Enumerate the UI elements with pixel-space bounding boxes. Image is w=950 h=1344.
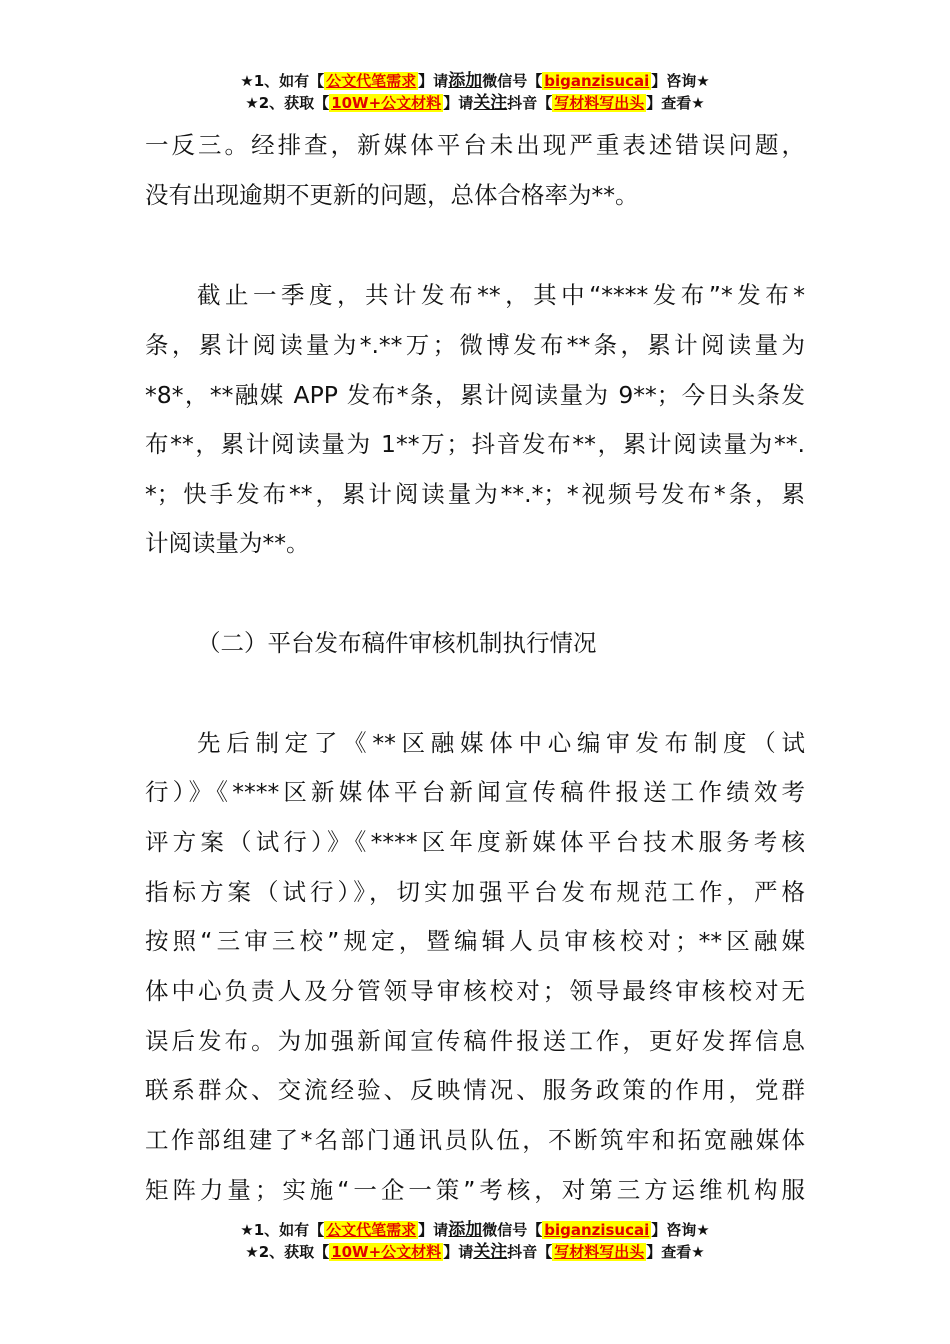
text-line: 先后制定了《**区融媒体中心编审发布制度（试 xyxy=(197,729,805,757)
text-line: 计阅读量为**。 xyxy=(145,529,310,557)
text-line: 按照“三审三校”规定，暨编辑人员审核校对；**区融媒 xyxy=(145,927,805,955)
text-line: 工作部组建了*名部门通讯员队伍，不断筑牢和拓宽融媒体 xyxy=(145,1126,805,1154)
footer-banner xyxy=(0,1219,950,1263)
banner-line-2: ★2、获取【 10W+公文材料 】请关注抖音【 写材料写出头 】查看★ xyxy=(245,93,705,113)
text-line: 误后发布。为加强新闻宣传稿件报送工作，更好发挥信息 xyxy=(145,1027,805,1055)
text-line: 评方案（试行）》《****区年度新媒体平台技术服务考核 xyxy=(145,828,805,856)
text-line: 截止一季度，共计发布**，其中“****发布”*发布* xyxy=(197,281,805,309)
text-line: （二）平台发布稿件审核机制执行情况 xyxy=(197,629,597,657)
text-line: 矩阵力量；实施“一企一策”考核，对第三方运维机构服 xyxy=(145,1176,805,1204)
text-line: 行）》《****区新媒体平台新闻宣传稿件报送工作绩效考 xyxy=(145,778,805,806)
text-line: 指标方案（试行）》，切实加强平台发布规范工作，严格 xyxy=(145,878,805,906)
text-line: 没有出现逾期不更新的问题，总体合格率为**。 xyxy=(145,181,639,209)
banner-line-1: ★1、如有【 公文代笔需求 】请添加微信号【 biganzisucai 】咨询★ xyxy=(240,1220,710,1240)
text-line: 布**，累计阅读量为 1**万；抖音发布**，累计阅读量为**. xyxy=(145,430,805,458)
header-banner xyxy=(0,70,950,114)
banner-line-1: ★1、如有【 公文代笔需求 】请添加微信号【 biganzisucai 】咨询★ xyxy=(240,71,710,91)
text-line: 联系群众、交流经验、反映情况、服务政策的作用，党群 xyxy=(145,1076,805,1104)
text-line: *；快手发布**，累计阅读量为**.*；*视频号发布*条，累 xyxy=(145,480,805,508)
text-line: 条，累计阅读量为*.**万；微博发布**条，累计阅读量为 xyxy=(145,331,805,359)
banner-line-2: ★2、获取【 10W+公文材料 】请关注抖音【 写材料写出头 】查看★ xyxy=(245,1242,705,1262)
text-line: 一反三。经排查，新媒体平台未出现严重表述错误问题， xyxy=(145,131,805,159)
text-line: *8*，**融媒 APP 发布*条，累计阅读量为 9**；今日头条发 xyxy=(145,381,805,409)
text-line: 体中心负责人及分管领导审核校对；领导最终审核校对无 xyxy=(145,977,805,1005)
